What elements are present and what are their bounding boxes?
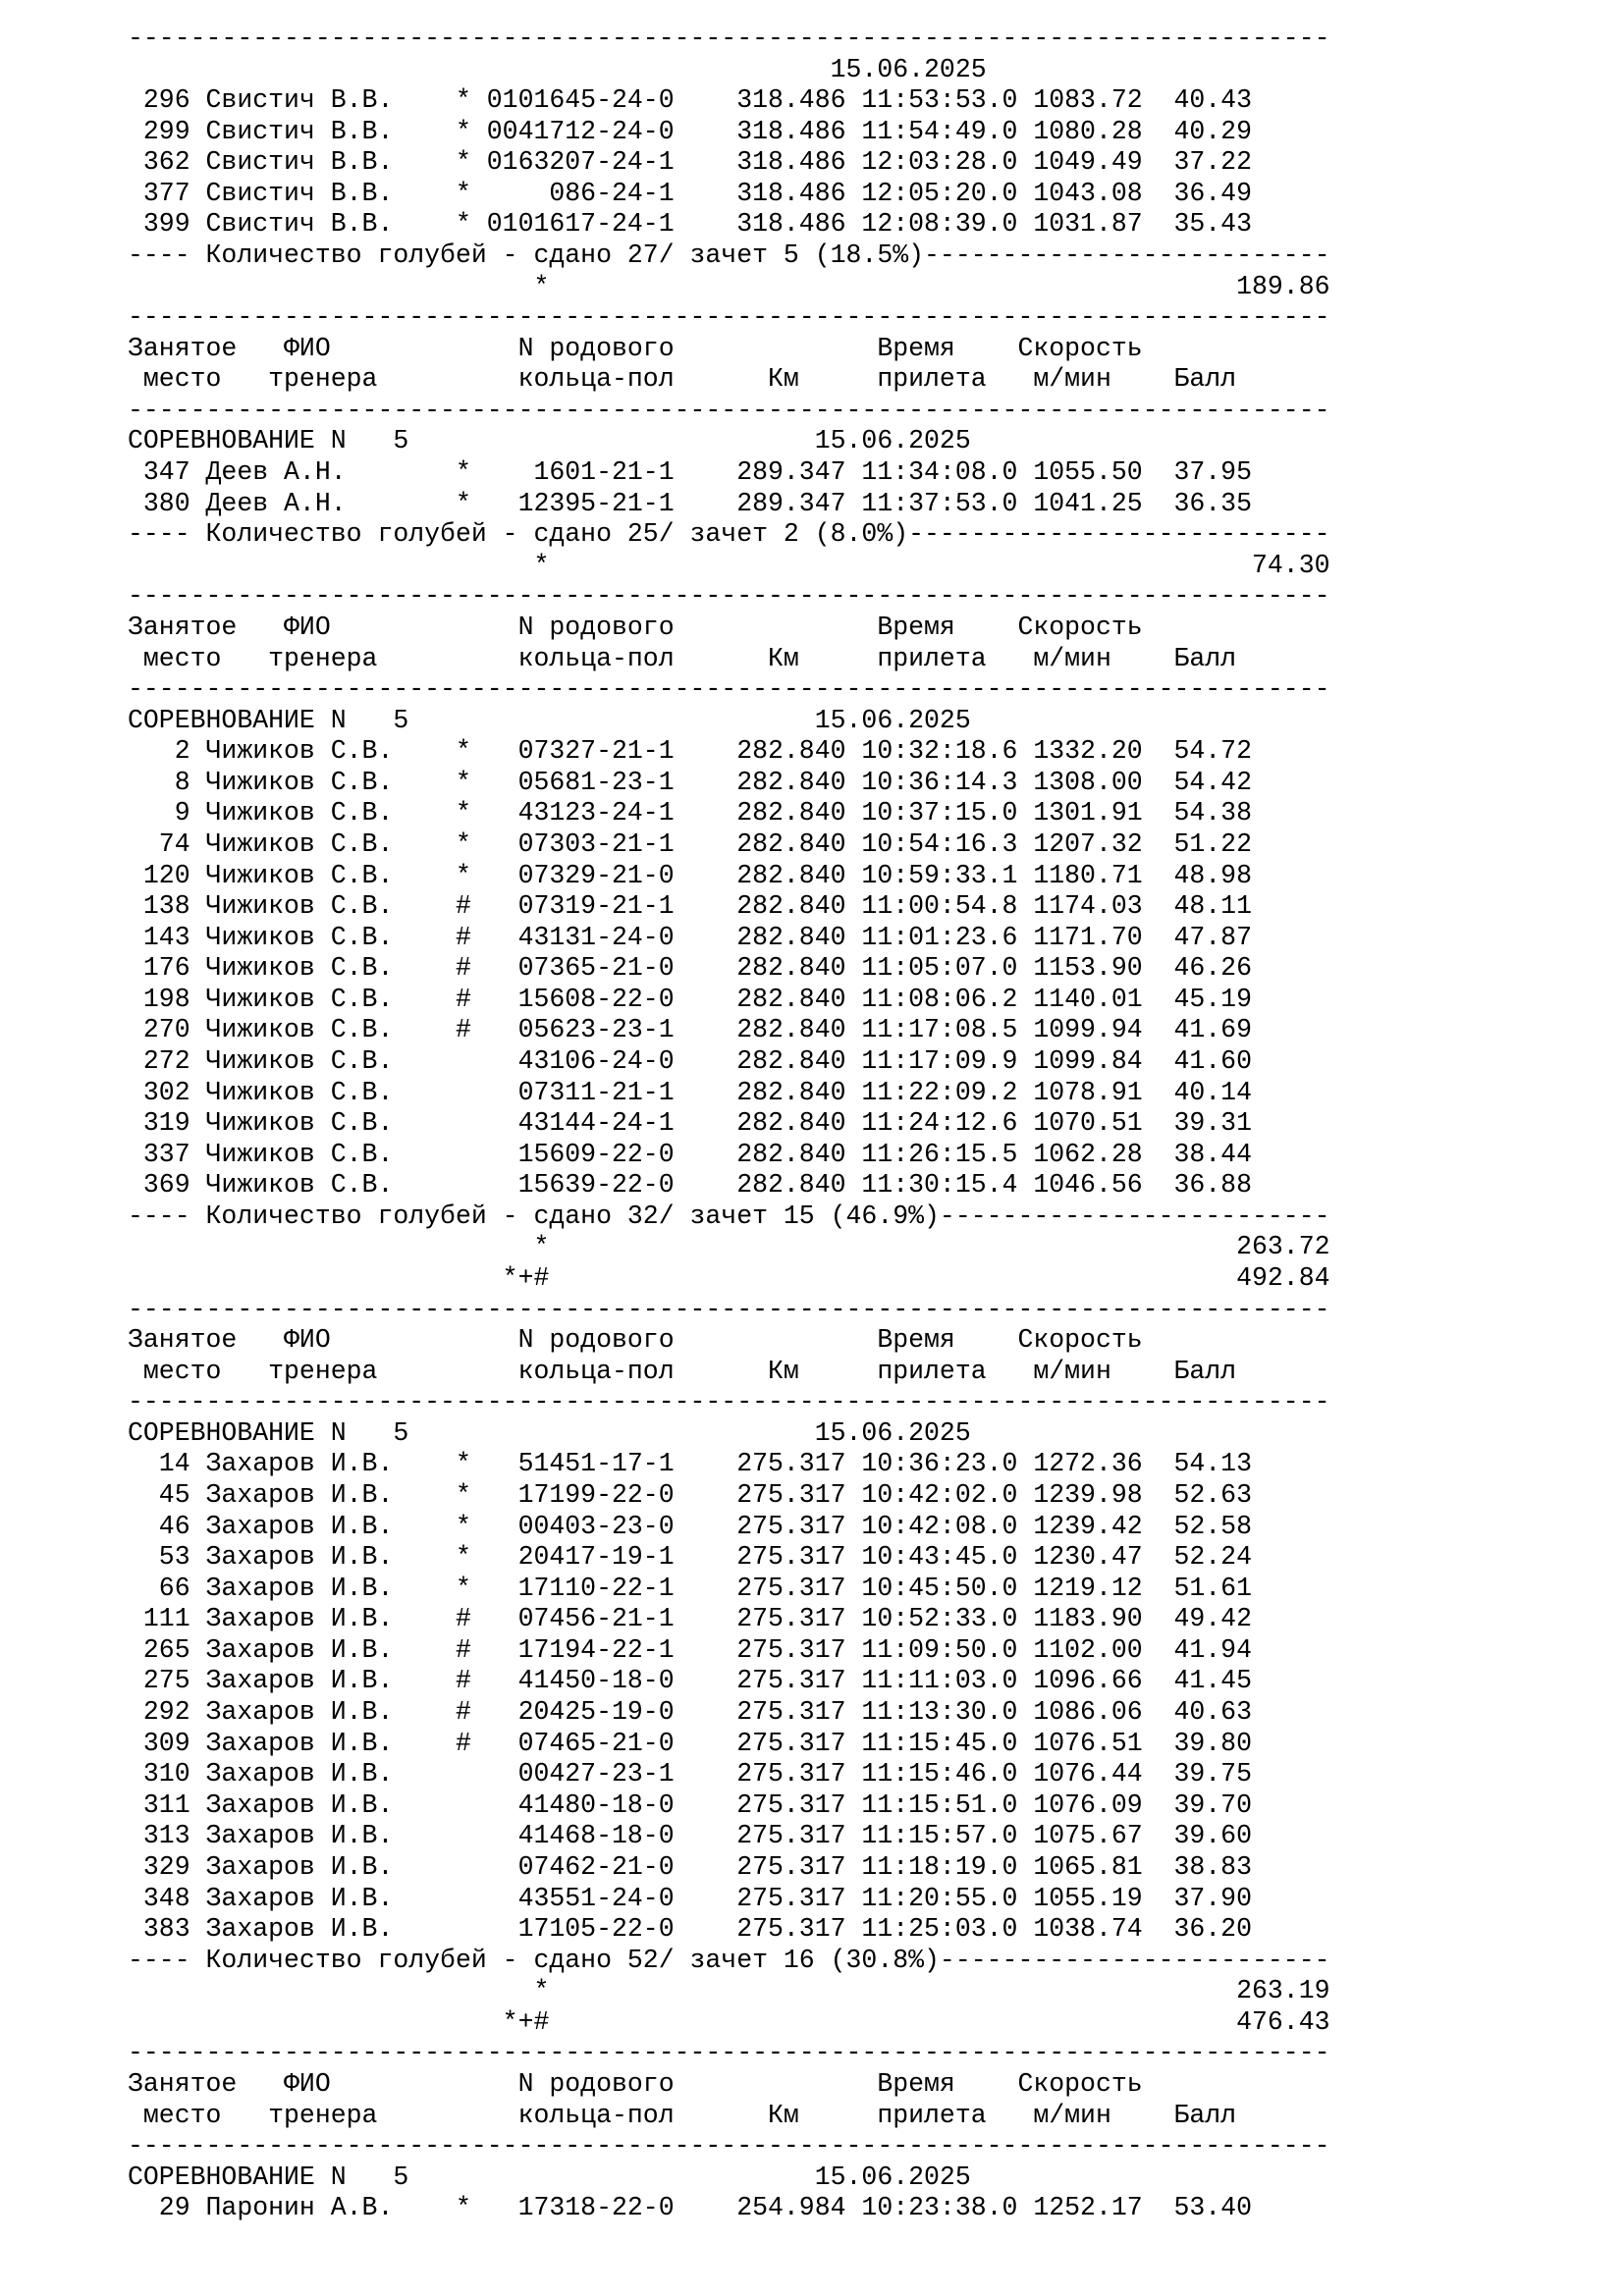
column-header-line: место тренера кольца-пол Км прилета м/мин Балл xyxy=(128,364,1237,395)
result-row: 53 Захаров И.В. * 20417-19-1 275.317 10:43:45.0 1230.47 52.24 xyxy=(128,1542,1252,1573)
date-line: 15.06.2025 xyxy=(128,54,987,84)
result-row: 399 Свистич В.В. * 0101617-24-1 318.486 12:08:39.0 1031.87 35.43 xyxy=(128,209,1252,240)
result-row: 8 Чижиков С.В. * 05681-23-1 282.840 10:36:14.3 1308.00 54.42 xyxy=(128,767,1252,797)
result-row: 348 Захаров И.В. 43551-24-0 275.317 11:20:55.0 1055.19 37.90 xyxy=(128,1883,1252,1913)
result-row: 380 Деев А.Н. * 12395-21-1 289.347 11:37:53.0 1041.25 36.35 xyxy=(128,488,1252,518)
result-row: 302 Чижиков С.В. 07311-21-1 282.840 11:22:09.2 1078.91 40.14 xyxy=(128,1077,1252,1107)
result-row: 362 Свистич В.В. * 0163207-24-1 318.486 12:03:28.0 1049.49 37.22 xyxy=(128,147,1252,178)
result-row: 309 Захаров И.В. # 07465-21-0 275.317 11:15:45.0 1076.51 39.80 xyxy=(128,1728,1252,1758)
separator-line: ----------------------------------------------------------------------------- xyxy=(128,2038,1330,2068)
result-row: 198 Чижиков С.В. # 15608-22-0 282.840 11:08:06.2 1140.01 45.19 xyxy=(128,984,1252,1014)
separator-line: ----------------------------------------------------------------------------- xyxy=(128,1387,1330,1417)
summary-line: ---- Количество голубей - сдано 52/ зачет 16 (30.8%)------------------------- xyxy=(128,1945,1330,1975)
separator-line: ----------------------------------------------------------------------------- xyxy=(128,2131,1330,2162)
column-header-line: место тренера кольца-пол Км прилета м/мин Балл xyxy=(128,643,1237,673)
result-row: 111 Захаров И.В. # 07456-21-1 275.317 10:52:33.0 1183.90 49.42 xyxy=(128,1604,1252,1634)
result-row: 275 Захаров И.В. # 41450-18-0 275.317 11:11:03.0 1096.66 41.45 xyxy=(128,1666,1252,1696)
separator-line: ----------------------------------------------------------------------------- xyxy=(128,674,1330,705)
column-header-line: место тренера кольца-пол Км прилета м/мин Балл xyxy=(128,2100,1237,2130)
result-row: 45 Захаров И.В. * 17199-22-0 275.317 10:42:02.0 1239.98 52.63 xyxy=(128,1480,1252,1511)
separator-line: ----------------------------------------------------------------------------- xyxy=(128,1294,1330,1324)
column-header-line: Занятое ФИО N родового Время Скорость xyxy=(128,1325,1143,1356)
separator-line: ----------------------------------------------------------------------------- xyxy=(128,24,1330,53)
result-row: 292 Захаров И.В. # 20425-19-0 275.317 11:13:30.0 1086.06 40.63 xyxy=(128,1697,1252,1728)
result-row: 9 Чижиков С.В. * 43123-24-1 282.840 10:37:15.0 1301.91 54.38 xyxy=(128,798,1252,828)
competition-line: СОРЕВНОВАНИЕ N 5 15.06.2025 xyxy=(128,426,971,456)
total-line: * 263.72 xyxy=(128,1232,1330,1262)
result-row: 138 Чижиков С.В. # 07319-21-1 282.840 11:00:54.8 1174.03 48.11 xyxy=(128,891,1252,922)
summary-line: ---- Количество голубей - сдано 32/ зачет 15 (46.9%)------------------------- xyxy=(128,1201,1330,1231)
result-row: 14 Захаров И.В. * 51451-17-1 275.317 10:36:23.0 1272.36 54.13 xyxy=(128,1449,1252,1479)
result-row: 2 Чижиков С.В. * 07327-21-1 282.840 10:32:18.6 1332.20 54.72 xyxy=(128,736,1252,767)
column-header-line: Занятое ФИО N родового Время Скорость xyxy=(128,2068,1143,2099)
result-row: 319 Чижиков С.В. 43144-24-1 282.840 11:24:12.6 1070.51 39.31 xyxy=(128,1108,1252,1139)
result-row: 337 Чижиков С.В. 15609-22-0 282.840 11:26:15.5 1062.28 38.44 xyxy=(128,1139,1252,1169)
total-line: *+# 492.84 xyxy=(128,1263,1330,1293)
result-row: 29 Паронин А.В. * 17318-22-0 254.984 10:23:38.0 1252.17 53.40 xyxy=(128,2193,1252,2223)
result-row: 383 Захаров И.В. 17105-22-0 275.317 11:25:03.0 1038.74 36.20 xyxy=(128,1914,1252,1945)
result-row: 272 Чижиков С.В. 43106-24-0 282.840 11:17:09.9 1099.84 41.60 xyxy=(128,1045,1252,1076)
separator-line: ----------------------------------------------------------------------------- xyxy=(128,395,1330,425)
competition-line: СОРЕВНОВАНИЕ N 5 15.06.2025 xyxy=(128,2162,971,2192)
result-row: 270 Чижиков С.В. # 05623-23-1 282.840 11:17:08.5 1099.94 41.69 xyxy=(128,1015,1252,1045)
summary-line: ---- Количество голубей - сдано 25/ зачет 2 (8.0%)--------------------------- xyxy=(128,519,1330,550)
result-row: 369 Чижиков С.В. 15639-22-0 282.840 11:30:15.4 1046.56 36.88 xyxy=(128,1170,1252,1201)
separator-line: ----------------------------------------------------------------------------- xyxy=(128,302,1330,333)
total-line: * 189.86 xyxy=(128,271,1330,301)
competition-line: СОРЕВНОВАНИЕ N 5 15.06.2025 xyxy=(128,1417,971,1448)
total-line: *+# 476.43 xyxy=(128,2006,1330,2037)
competition-line: СОРЕВНОВАНИЕ N 5 15.06.2025 xyxy=(128,705,971,735)
result-row: 311 Захаров И.В. 41480-18-0 275.317 11:15:51.0 1076.09 39.70 xyxy=(128,1789,1252,1820)
result-row: 310 Захаров И.В. 00427-23-1 275.317 11:15:46.0 1076.44 39.75 xyxy=(128,1759,1252,1789)
column-header-line: место тренера кольца-пол Км прилета м/мин Балл xyxy=(128,1356,1237,1386)
summary-line: ---- Количество голубей - сдано 27/ зачет 5 (18.5%)-------------------------- xyxy=(128,240,1330,271)
result-row: 120 Чижиков С.В. * 07329-21-0 282.840 10:59:33.1 1180.71 48.98 xyxy=(128,860,1252,890)
result-row: 265 Захаров И.В. # 17194-22-1 275.317 11:09:50.0 1102.00 41.94 xyxy=(128,1634,1252,1665)
column-header-line: Занятое ФИО N родового Время Скорость xyxy=(128,333,1143,363)
result-row: 46 Захаров И.В. * 00403-23-0 275.317 10:42:08.0 1239.42 52.58 xyxy=(128,1511,1252,1541)
column-header-line: Занятое ФИО N родового Время Скорость xyxy=(128,612,1143,642)
result-row: 176 Чижиков С.В. # 07365-21-0 282.840 11:05:07.0 1153.90 46.26 xyxy=(128,953,1252,984)
separator-line: ----------------------------------------------------------------------------- xyxy=(128,581,1330,612)
result-row: 296 Свистич В.В. * 0101645-24-0 318.486 11:53:53.0 1083.72 40.43 xyxy=(128,85,1252,116)
result-row: 66 Захаров И.В. * 17110-22-1 275.317 10:45:50.0 1219.12 51.61 xyxy=(128,1573,1252,1603)
result-row: 377 Свистич В.В. * 086-24-1 318.486 12:05:20.0 1043.08 36.49 xyxy=(128,178,1252,208)
result-row: 143 Чижиков С.В. # 43131-24-0 282.840 11:01:23.6 1171.70 47.87 xyxy=(128,922,1252,952)
result-row: 74 Чижиков С.В. * 07303-21-1 282.840 10:54:16.3 1207.32 51.22 xyxy=(128,828,1252,859)
result-row: 347 Деев А.Н. * 1601-21-1 289.347 11:34:08.0 1055.50 37.95 xyxy=(128,457,1252,488)
result-row: 299 Свистич В.В. * 0041712-24-0 318.486 11:54:49.0 1080.28 40.29 xyxy=(128,116,1252,146)
total-line: * 74.30 xyxy=(128,550,1330,580)
total-line: * 263.19 xyxy=(128,1976,1330,2006)
result-row: 313 Захаров И.В. 41468-18-0 275.317 11:15:57.0 1075.67 39.60 xyxy=(128,1821,1252,1851)
result-row: 329 Захаров И.В. 07462-21-0 275.317 11:18:19.0 1065.81 38.83 xyxy=(128,1851,1252,1882)
